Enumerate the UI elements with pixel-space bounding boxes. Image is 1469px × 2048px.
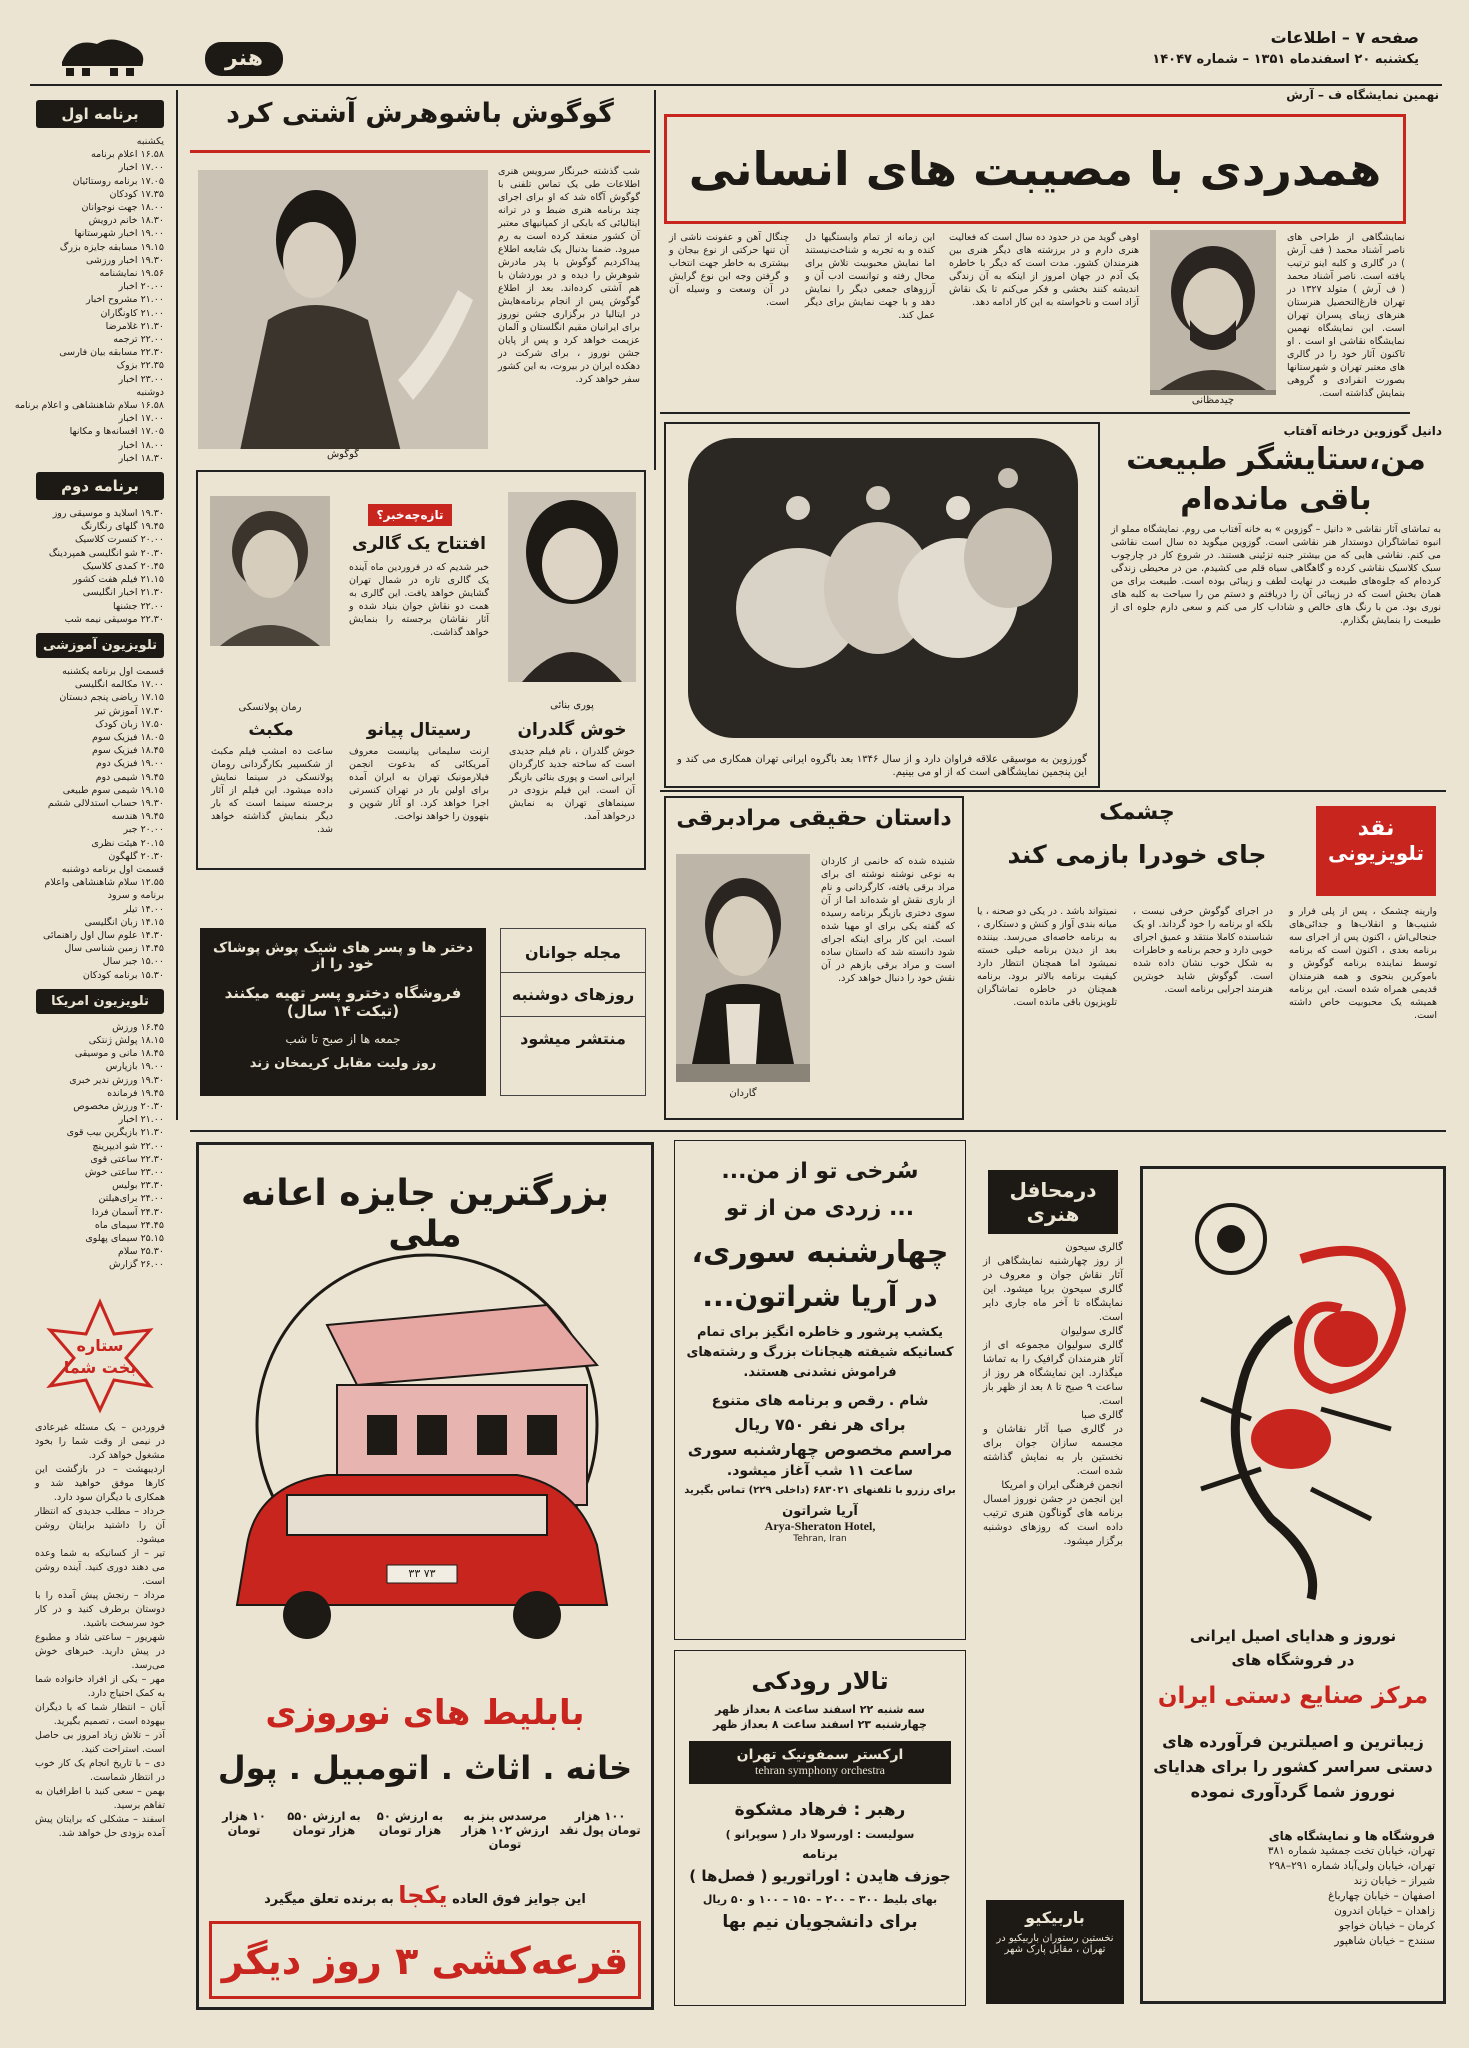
- rudaki-ad: [674, 1650, 966, 2006]
- horoscope: [30, 1300, 170, 2000]
- date-line: یکشنبه ۲۰ اسفندماه ۱۳۵۱ – شماره ۱۴۰۴۷: [1152, 52, 1419, 67]
- rudaki-title: تالار رودکی: [751, 1667, 889, 1695]
- man-portrait-icon: [1150, 230, 1276, 390]
- addr-3: شیراز – خیابان زند: [1353, 1875, 1435, 1887]
- schedule-item: دوشنبه: [136, 386, 164, 398]
- page-label: صفحه ۷ – اطلاعات: [1270, 28, 1419, 47]
- addr-title: فروشگاه ها و نمایشگاه های: [1268, 1829, 1435, 1843]
- horoscope-item: آبان – انتظار شما که با دیگران بیهوده است ، تصمیم بگیرید.: [35, 1702, 165, 1727]
- schedule-item: ۲۱.۱۵ فیلم هفت کشور: [72, 574, 164, 586]
- schedule-item: ۱۷.۰۵ افسانه‌ها و مکانها: [69, 426, 164, 438]
- schedule-item: ۱۸.۴۵ مانی و موسیقی: [74, 1048, 164, 1060]
- googoosh-body: شب گذشته خبرنگار سرویس هنری اطلاعات طی یک تماس تلفنی با گوگوش آگاه شد که او برای اجرای چند برنامه هنری ضبط و در ترانه ایتالیائی که بایکی از کمپانیهای معتبر آن کشور منعقد کرده است به رم میرود. ضمنا بدنبال یک شایعه اطلاع پیداکردیم گوگوش با پدر مادرش شوهرش را دیده و در بوردشان با هم آشتی کرده‌اند. بعد از اطلاع گوگوش پس از انجام برنامه‌هایش در ایتالیا در برگزاری جشن نوروز برای ایرانیان مقیم انگلستان و آلمان عزیمت خواهد کرد و پس از پایان جشن نوروز ، برای شرکت در دهکده ایران در بیروت، به این کشور سفر خواهد کرد.: [498, 166, 640, 385]
- news-kicker: تازه‌چه‌خبر؟: [368, 504, 452, 526]
- addr-7: سنندج – خیابان شاهپور: [1334, 1935, 1435, 1947]
- prize-2: مرسدس بنز به ارزش ۱۰۲ هزار تومان: [461, 1809, 549, 1851]
- mid-body: ارنت سلیمانی پیانیست معروف آمریکائی که بدعوت انجمن فیلارمونیک تهران به ایران آمده برای اولین بار در تهران کنسرتی اجرا خواهد کرد. او آثار شوپن و بتهوون را خواهد نواخت.: [349, 746, 489, 822]
- gallery-body: خبر شدیم که در فروردین ماه آینده یک گالری تازه در شمال تهران گشایش خواهد یافت. این گالری به همت دو نقاش جوان بنیاد شده و آثار نقاشان برجسته را بنمایش خواهد گذاشت.: [349, 562, 489, 638]
- clothing-ad: [200, 928, 486, 1096]
- moradi-body: شنیده شده که خانمی از کاردان به نوعی نوشته نوشته ای برای مراد برقی یافته، کارگردانی و نام از بازی نقش او شده‌اند اما از آن سوی دختری بازیگر برنامه رسیده که گفته یکی برای او مهیا شده است. این کار برای اینکه اجرای شود دانسته شد که داستان ساده است و مراد برقی بازهم در آن نقش خود را دنبال خواهد کرد.: [821, 856, 955, 984]
- horoscope-item: خرداد – مطلب جدیدی که انتظار آن را داشتید برایتان روشن میشود.: [35, 1506, 165, 1545]
- moradi-photo: [676, 854, 810, 1082]
- right-head: خوش گلدران: [517, 720, 627, 740]
- schedule-item: ۱۵.۳۰ برنامه کودکان: [82, 969, 164, 981]
- edu-title: تلویزیون آموزشی: [36, 633, 164, 658]
- prize-3: به ارزش ۵۰ هزار تومان: [376, 1809, 444, 1837]
- mid-head: رسیتال پیانو: [366, 720, 472, 740]
- sheraton-brand-en: Arya-Sheraton Hotel,: [764, 1519, 876, 1533]
- schedule-item: ۲۱.۰۰ کاونگاران: [100, 307, 164, 319]
- star-badge: [40, 1300, 160, 1412]
- schedule-item: ۱۸.۰۰ اخبار: [118, 439, 164, 451]
- schedule-item: ۱۶.۴۵ ورزش: [112, 1021, 164, 1033]
- schedule-item: قسمت اول برنامه یکشنبه: [62, 665, 164, 677]
- rudaki-soloists: سولیست : اورسولا دار ( سوپرانو ): [725, 1828, 915, 1841]
- horoscope-item: اسفند – مشکلی که برایتان پیش آمده بزودی حل خواهد شد.: [35, 1814, 165, 1839]
- schedule-item: قسمت اول برنامه دوشنبه: [61, 863, 164, 875]
- paisley-bird-ornament-icon: [1161, 1189, 1431, 1609]
- sheraton-line5: یکشب پرشور و خاطره انگیز برای تمام کسانیکه شیفته هیجانات بزرگ و رشته‌های فراموش نشدنی هستند.: [686, 1325, 954, 1380]
- chashmak-col2: در اجرای گوگوش حرفی نیست ، بلکه او برنامه را خود گرداند. او یک شناسنده کاملا منتقد و عمیق اجرای خوبی دارد و حجم برنامه و خاطرات به شکل خوب نشان داده شده است. گوگوش شاید خوبترین هنرمند اجرایی برنامه است.: [1133, 906, 1273, 995]
- schedule-item: ۱۶.۵۸ سلام شاهنشاهی و اعلام برنامه: [14, 400, 164, 412]
- addr-4: اصفهان – خیابان چهارباغ: [1328, 1890, 1435, 1902]
- schedule-item: ۱۸.۳۰ اخبار: [118, 452, 164, 464]
- art-listing-item: گالری سولیوان مجموعه ای از آثار هنرمندان گرافیک را به تماشا میگذارد. این نمایشگاه هر روز از ساعت ۹ صبح تا ۸ بعد از ظهر باز است.: [983, 1340, 1123, 1407]
- rudaki-prices: بهای بلیط ۳۰۰ – ۲۰۰ – ۱۵۰ – ۱۰۰ و ۵۰ ریال: [702, 1893, 938, 1906]
- exhibit-headline: همدردی با مصیبت های انسانی: [688, 142, 1382, 196]
- art-listing-item: از روز چهارشنبه نمایشگاهی از آثار نقاش جوان و معروف در گالری سیحون برپا میشود. این نمایشگاه تا آخر ماه جاری دایر است.: [983, 1256, 1123, 1323]
- schedule-item: ۲۶.۰۰ گزارش: [108, 1259, 164, 1271]
- horoscope-item: فروردین – یک مسئله غیرعادی در نیمی از وقت شما را بخود مشغول خواهد کرد.: [35, 1422, 165, 1461]
- sheraton-line1: سُرخی تو از من...: [721, 1159, 919, 1184]
- art-listing-item: گالری سولیوان: [1060, 1326, 1123, 1337]
- schedule-item: ۱۹.۴۵ گلهای رنگارنگ: [81, 521, 164, 533]
- schedule-item: ۲۰.۰۰ جبر: [123, 824, 164, 836]
- schedule-item: ۱۸.۰۵ فیزیک سوم: [91, 731, 164, 743]
- schedule-item: ۲۰.۳۰ شو انگلیسی همپردینگ: [48, 547, 164, 559]
- handicraft-line2: در فروشگاه های: [1231, 1651, 1355, 1669]
- house-and-car-illustration-icon: [217, 1245, 637, 1675]
- pouri-photo: [508, 492, 636, 682]
- addr-1: تهران، خیابان تخت جمشید شماره ۳۸۱: [1267, 1845, 1435, 1857]
- dancers-box: [664, 422, 1100, 788]
- schedule-item: ۲۱.۰۰ مشروح اخبار: [86, 294, 164, 306]
- pouri-caption: پوری بنائی: [550, 700, 594, 711]
- sheraton-line10: برای رزرو با تلفنهای ۶۸۳۰۲۱ (داخلی ۲۲۹) تماس بگیرید: [684, 1485, 956, 1496]
- schedule-item: ۲۱.۰۰ اخبار: [118, 1114, 164, 1126]
- schedule-item: ۱۴.۰۰ تیلر: [123, 903, 164, 915]
- prize-5: ۱۰ هزار تومان: [222, 1809, 266, 1837]
- schedule-item: ۲۰.۱۵ هیئت نظری: [91, 837, 164, 849]
- rudaki-orch-en: tehran symphony orchestra: [755, 1763, 885, 1777]
- schedule-item: ۱۴.۳۰ علوم سال اول راهنمائی: [42, 929, 164, 941]
- horoscope-item: مهر – یکی از افراد خانواده شما به کمک احتیاج دارد.: [35, 1674, 165, 1699]
- rudaki-orchestra: [689, 1741, 951, 1784]
- schedule-item: ۲۰.۰۰ کنسرت کلاسیک: [74, 534, 164, 546]
- right-body: خوش گلدران ، نام فیلم جدیدی است که ساخته جدید کارگردان ایرانی است و پوری بنائی بازیگر آن است. این فیلم بزودی در سینماهای تهران به نمایش درخواهد آمد.: [509, 746, 635, 822]
- edu-list: [30, 662, 170, 985]
- moradi-box: [664, 796, 964, 1120]
- exhibit-photo-caption: چیدمظانی: [1150, 395, 1276, 406]
- badge-line1: نقد: [1357, 816, 1395, 841]
- schedule-item: ۱۹.۳۰ اخبار ورزشی: [86, 254, 164, 266]
- horoscope-item: شهریور – ساعتی شاد و مطبوع در پیش دارید. خبرهای خوش می‌رسد.: [35, 1632, 165, 1671]
- program1-list: [14, 132, 170, 468]
- googoosh-photo: [198, 170, 488, 460]
- clothing-line2: فروشگاه دخترو پسر تهیه میکنند (تیکت ۱۴ سال): [224, 984, 462, 1020]
- exhibit-headline-box: [664, 114, 1406, 224]
- schedule-item: ۱۹.۴۵ هندسه: [111, 811, 164, 823]
- schedule-item: ۲۲.۰۰ جشنها: [113, 600, 164, 612]
- horoscope-item: اردیبهشت – در بازگشت این کارها موفق خواهید شد و همکاری با دیگران سود دارد.: [35, 1464, 165, 1503]
- schedule-item: ۱۹.۴۵ فرمانده: [107, 1087, 164, 1099]
- schedule-item: ۱۸.۱۵ پولش ژنتکی: [88, 1034, 164, 1046]
- googoosh-caption: گوگوش: [198, 449, 488, 460]
- lottery-footer: قرعه‌کشی ۳ روز دیگر: [209, 1921, 641, 1999]
- sheraton-line4: در آریا شراتون...: [702, 1280, 938, 1313]
- chashmak-box: [972, 796, 1446, 1160]
- gorzoin-box: [1106, 422, 1446, 788]
- schedule-item: ۱۷.۱۵ ریاضی پنجم دبستان: [59, 692, 164, 704]
- badge-line2: تلویزیونی: [1328, 841, 1424, 865]
- schedule-item: ۲۲.۳۰ مسابقه بیان فارسی: [59, 347, 164, 359]
- jackpot-line: [199, 1881, 651, 1909]
- schedule-item: ۱۷.۳۰ آموزش تیر: [94, 705, 164, 717]
- exhibit-photo: [1150, 230, 1276, 406]
- us-title: تلویزیون امریکا: [36, 989, 164, 1014]
- schedule-item: ۱۴.۱۵ زبان انگلیسی: [84, 916, 164, 928]
- chashmak-col1: وارینه چشمک ، پس از پلی فرار و شنیب‌ها و انقلاب‌ها و جدائی‌های جنجالی‌اش ، اکنون پس از اجرای سه برنامه بعدی ، اکنون است که برنامه توسط نماینده برنامه گوگوش و باموکرین بنحوی و همه هنرمندان قدیمی همراه شده است. این برنامه همیشه یک محبوبیت خاص داشته است.: [1289, 906, 1437, 1021]
- gorzoin-headline-1: من،ستایشگر طبیعت: [1126, 442, 1426, 477]
- concerts-box: [196, 470, 646, 870]
- schedule-item: ۱۷.۰۰ اخبار: [118, 413, 164, 425]
- rudaki-student: برای دانشجویان نیم بها: [722, 1912, 918, 1932]
- schedule-item: ۲۰.۴۵ کمدی کلاسیک: [82, 560, 164, 572]
- sheraton-brand-fa: آریا شراتون: [782, 1504, 858, 1519]
- art-listing-item: گالری سیحون: [1065, 1242, 1123, 1253]
- schedule-item: برنامه و سرود: [107, 890, 164, 902]
- handicraft-addresses: [1151, 1829, 1435, 1949]
- rudaki-conductor: رهبر : فرهاد مشکوة: [734, 1800, 906, 1820]
- man-portrait-icon: [676, 854, 810, 1064]
- schedule-item: ۲۳.۰۰ اخبار: [118, 373, 164, 385]
- polanski-caption: رمان پولانسکی: [238, 702, 302, 713]
- schedule-item: ۲۲.۳۵ بزوک: [116, 360, 164, 372]
- schedule-item: ۱۲.۵۵ سلام شاهنشاهی واعلام: [44, 877, 164, 889]
- schedule-item: ۲۰.۳۰ ورزش مخصوص: [73, 1101, 164, 1112]
- schedule-item: ۱۵.۰۰ جبر سال: [102, 956, 164, 968]
- horoscope-list: [30, 1418, 170, 1844]
- schedule-item: ۲۵.۱۵ سیمای پهلوی: [85, 1233, 164, 1245]
- lottery-ad: [196, 1142, 654, 2010]
- horoscope-item: تیر – از کسانیکه به شما وعده می دهند دوری کنید. آینده روشن است.: [35, 1548, 165, 1587]
- moradi-caption: گاردان: [729, 1088, 757, 1099]
- schedule-item: ۲۲.۳۰ موسیقی نیمه شب: [64, 613, 164, 625]
- exhibit-col1: نمایشگاهی از طراحی های ناصر آشناد محمد ( فف آرش ) در گالری و کلبه اینو ترتیب یافته است. ناصر آشناد محمد ( ف آرش ) متولد ۱۳۲۷ در تهران فارغ‌التحصیل هنرستان هنرهای زیبای پسران تهران است. این نمایشگاه نهمین نمایشگاه نقاشی او است . او تاکنون آثار خود را در گالری های معتبر تهران و شهرستانها بصورت انفرادی و گروهی بنمایش گذاشته است.: [1287, 232, 1405, 399]
- schedule-item: ۲۳.۳۰ بولیس: [112, 1180, 164, 1192]
- section-badge: هنر: [205, 42, 283, 76]
- prize-1: ۱۰۰ هزار تومان پول نقد: [559, 1809, 641, 1837]
- javanan-line2: روزهای دوشنبه: [501, 973, 645, 1017]
- clothing-line3: جمعه ها از صبح تا شب: [285, 1032, 401, 1046]
- radio-schedule: [14, 96, 170, 1271]
- schedule-item: ۲۳.۰۰ ساعتی خوش: [84, 1167, 164, 1179]
- schedule-item: یکشنبه: [136, 136, 164, 147]
- sheraton-brand-city: Tehran, Iran: [793, 1534, 847, 1544]
- javanan-line3: منتشر میشود: [520, 1029, 626, 1048]
- schedule-item: ۲۴.۴۵ سیمای ماه: [94, 1219, 164, 1231]
- mahafel-title-1: درمحافل: [1009, 1178, 1097, 1202]
- chashmak-headline-2: جای خودرا بازمی کند: [1007, 840, 1267, 869]
- schedule-item: ۱۷.۰۰ مکالمه انگلیسی: [74, 679, 164, 691]
- star-icon: [40, 1300, 160, 1412]
- sheraton-line7: برای هر نفر ۷۵۰ ریال: [734, 1415, 906, 1434]
- horoscope-item: آذر – تلاش زیاد امروز بی حاصل است. استراحت کنید.: [35, 1730, 165, 1755]
- addr-6: کرمان – خیابان خواجو: [1338, 1920, 1435, 1932]
- sheraton-line9: ساعت ۱۱ شب آغاز میشود.: [726, 1463, 914, 1479]
- gorzoin-headline-2: باقی مانده‌ام: [1180, 482, 1372, 517]
- woman-portrait-icon: [198, 170, 488, 460]
- mahafel-title-2: هنری: [1026, 1202, 1080, 1226]
- schedule-item: ۲۲.۳۰ ساعتی قوی: [90, 1153, 164, 1165]
- barbecue-ad: [986, 1900, 1124, 2004]
- sheraton-ad: [674, 1140, 966, 1640]
- schedule-item: ۲۵.۳۰ سلام: [118, 1246, 164, 1258]
- art-listing-item: انجمن فرهنگی ایران و امریکا: [1001, 1480, 1123, 1491]
- rudaki-date1: سه شنبه ۲۲ اسفند ساعت ۸ بعداز ظهر: [715, 1703, 925, 1716]
- schedule-item: ۱۹.۵۶ نمایشنامه: [99, 268, 164, 280]
- masthead-logo: [52, 32, 152, 78]
- schedule-item: ۱۹.۴۵ شیمی دوم: [95, 771, 164, 783]
- horoscope-title-2: بخت شما: [63, 1358, 137, 1377]
- horoscope-item: بهمن – سعی کنید با اطرافیان به تفاهم برسید.: [35, 1786, 165, 1811]
- prize-row: [209, 1809, 641, 1863]
- clothing-line4: روز ولیت مقابل کریمخان زند: [249, 1056, 437, 1071]
- program2-title: برنامه دوم: [36, 472, 164, 500]
- jackpot-word: یکجا: [398, 1881, 448, 1909]
- left-head: مکبث: [248, 720, 294, 740]
- exhibit-col3: این زمانه از تمام وابستگیها دل کنده و به تجربه و شناخت‌نیستند اما نمایش محبوبیت تلاش برای محال رفته و توانست ادب آن و آرزوهای جمعی دیگر را نمایش دهد و با جهت نمایش برای دیگر عمل کند.: [805, 232, 935, 321]
- clothing-line1: دختر ها و پسر های شیک پوش پوشاک خود را از: [212, 940, 474, 972]
- lottery-headline: بزرگترین جایزه اعانه ملی: [240, 1173, 610, 1255]
- us-list: [30, 1018, 170, 1275]
- schedule-item: ۱۹.۰۰ اخبار شهرستانها: [74, 228, 164, 240]
- art-listing-item: این انجمن در جشن نوروز امسال برنامه های گوناگون هنری ترتیب داده است که روزهای دوشنبه برگزار میشود.: [983, 1494, 1123, 1547]
- man-portrait-icon: [210, 496, 330, 646]
- dancers-caption: گورزوین به موسیقی علاقه فراوان دارد و از سال ۱۳۴۶ بعد باگروه ایرانی تهران همکاری می کند و این پنجمین نمایشگاهی است که از او می بینیم.: [677, 754, 1087, 778]
- schedule-item: ۱۷.۰۵ برنامه روستائیان: [72, 175, 164, 187]
- exhibit-kicker: نهمین نمایشگاه ف – آرش: [1286, 88, 1439, 102]
- jackpot-suffix: به برنده تعلق میگیرد: [264, 1892, 394, 1907]
- schedule-item: ۱۹.۱۵ شیمی سوم طبیعی: [62, 784, 164, 796]
- schedule-item: ۲۴.۰۰ برای‌هیلتن: [98, 1193, 164, 1205]
- schedule-item: ۱۸.۴۵ فیزیک سوم: [91, 745, 164, 757]
- schedule-item: ۲۲.۰۰ شو ادیپرینچ: [92, 1140, 164, 1152]
- handicraft-line1: نوروز و هدایای اصیل ایرانی: [1189, 1627, 1397, 1645]
- chashmak-col3: نمیتواند باشد . در یکی دو صحنه ، یا میانه بندی آواز و کنش و دستکاری ، به برنامه خاصه‌ای می‌رسد. بیننده بعد از دیدن برنامه خیلی خسته نمیشود اما همچنان انتظار دارد کیفیت برنامه بالاتر برود. برنامه همچنان در خاطره تماشاگران تلویزیون باقی مانده است.: [977, 906, 1117, 1008]
- schedule-item: ۲۱.۳۰ اخبار انگلیسی: [82, 587, 164, 599]
- art-listing-item: گالری صبا: [1081, 1410, 1123, 1421]
- gallery-head: افتتاح یک گالری: [352, 534, 486, 554]
- tv-critique-badge: [1316, 806, 1436, 896]
- rudaki-program: برنامه: [802, 1847, 838, 1861]
- mahafel-list: [978, 1238, 1128, 1552]
- lottery-prizes: خانه . اثاث . اتومبیل . پول: [217, 1749, 633, 1787]
- schedule-item: ۱۹.۳۰ حساب استدلالی ششم: [47, 797, 164, 809]
- schedule-item: ۱۴.۴۵ زمین شناسی سال: [64, 943, 164, 955]
- chashmak-headline-1: چشمک: [1099, 800, 1175, 825]
- schedule-item: ۱۸.۳۰ خانم درویش: [88, 215, 164, 227]
- gorzoin-body: به تماشای آثار نقاشی « دانیل – گوزوین » به خانه آفتاب می روم. نمایشگاه مملو از انبوه تماشاگران دوستدار هنر نقاشی است. گوزوین میگوید ده سال است نقاشی می کنم. نقاشی هایی که من بیشتر جنبه تزئینی هستند. در شروع کار در چارچوب سبک کلاسیک نقاشی کرده و گاهگاهی سیاه قلم می کشیدم. من در محیطی زندگی کرده‌ام که جلوه‌های طبیعت در نهایت لطف و زیبائی بوده است. طبیعت برای من همان بخش است که در زیبائی آن را دریافتم و دستم من را سیاحت به کلبه های نوری بود. من با رنگ های خالص و شاداب کار می کنم و سعی دارم جلوه ای از طبیعت را بنمایش بگذارم.: [1111, 524, 1441, 626]
- left-body: ساعت ده امشب فیلم مکبث از شکسپیر بکارگردانی رومان پولانسکی در سینما نمایش داده میشود. این فیلم از آثار برجسته سینما است که بار دیگر بنمایش گذاشته خواهد شد.: [211, 746, 333, 835]
- sheraton-brand: [675, 1496, 965, 1544]
- mahafel-title: [988, 1170, 1118, 1234]
- woman-portrait-icon: [508, 492, 636, 682]
- handicraft-line3: زیباترین و اصیلترین فرآورده های دستی سراسر کشور را برای هدایای نوروز شما گردآوری نموده: [1153, 1732, 1433, 1801]
- program1-title: برنامه اول: [36, 100, 164, 128]
- handicraft-ad: [1140, 1166, 1446, 2004]
- exhibit-col2: اوهی گوید من در حدود ده سال است که فعالیت هنری دارم و در برزشته های دیگر هنری بین هنرمندان کشور. مدت است که دیگر با خاطره یک آدم در جهان امروز از اینکه به آن زندگی اندیشه کنند بخشی و فکر می‌کنم تا یک نقاش آزاد است و ناخواسته به این کار ادامه دهد.: [949, 232, 1139, 308]
- sheraton-line2: ... زردی من از تو: [725, 1196, 915, 1221]
- jackpot-prefix: این جوایز فوق العاده: [452, 1892, 586, 1907]
- exhibit-col4: چنگال آهن و عفونت ناشی از آن تنها حرکتی از نوع بیجان و بیشتری به خاطر جهت انتخاب و گرفتن وجه این نوع گرایش در آن وسعت و وسیله آن است.: [669, 232, 789, 308]
- sheraton-line3: چهارشنبه سوری،: [691, 1235, 949, 1270]
- schedule-item: ۱۷.۰۰ اخبار: [118, 162, 164, 174]
- lion-sun-emblem-icon: [52, 32, 152, 78]
- rudaki-orch-fa: ارکستر سمفونیک تهران: [736, 1747, 904, 1763]
- lottery-banner: بابلیط های نوروزی: [265, 1693, 585, 1733]
- program2-list: [30, 504, 170, 629]
- schedule-item: ۱۹.۰۰ فیزیک دوم: [96, 758, 164, 770]
- mahafel-box: [978, 1166, 1128, 1906]
- schedule-item: ۱۹.۳۰ ورزش ندیر خبری: [69, 1074, 164, 1086]
- schedule-item: ۲۰.۰۰ اخبار: [118, 281, 164, 293]
- schedule-item: ۲۰.۳۰ گلهگون: [108, 850, 164, 862]
- ballet-dancers-painting-icon: [688, 438, 1078, 738]
- horoscope-item: مرداد – رنجش پیش آمده را با دوستان برطرف کنید و در کار خود سرسخت باشید.: [35, 1590, 165, 1629]
- barbecue-body: نخستین رستوران باربیکیو در تهران ، مقابل پارک شهر: [996, 1933, 1114, 1955]
- schedule-item: ۱۷.۳۵ کودکان: [109, 188, 164, 200]
- schedule-item: ۱۶.۵۸ اعلام برنامه: [91, 149, 164, 161]
- sheraton-line6: شام . رقص و برنامه های متنوع: [711, 1393, 929, 1409]
- barbecue-title: باربیکیو: [1025, 1908, 1085, 1927]
- polanski-photo: [210, 496, 330, 646]
- prize-4: به ارزش ۵۵۰ هزار تومان: [287, 1809, 361, 1837]
- rudaki-date2: چهارشنبه ۲۳ اسفند ساعت ۸ بعداز ظهر: [713, 1718, 927, 1731]
- schedule-item: ۲۴.۳۰ آسمان فردا: [91, 1206, 164, 1218]
- art-listing-item: در گالری صبا آثار نقاشان و مجسمه سازان جوان برای نخستین بار به نمایش گذاشته شده است.: [983, 1424, 1123, 1477]
- addr-2: تهران، خیابان ولی‌آباد شماره ۲۹۱–۲۹۸: [1268, 1860, 1435, 1872]
- schedule-item: ۱۹.۱۵ مسابقه جایزه بزرگ: [59, 241, 164, 253]
- schedule-item: ۱۹.۳۰ اسلاید و موسیقی روز: [52, 508, 164, 520]
- gorzoin-kicker: دانیل گوزوین درخانه آفتاب: [1283, 424, 1442, 438]
- horoscope-title-1: ستاره: [76, 1336, 124, 1355]
- googoosh-headline: گوگوش باشوهرش آشتی کرد: [226, 98, 614, 129]
- schedule-item: ۲۲.۰۰ ترجمه: [113, 334, 164, 346]
- schedule-item: ۲۱.۳۰ غلامرضا: [105, 320, 164, 332]
- schedule-item: ۱۹.۰۰ بازپارس: [105, 1061, 164, 1073]
- schedule-item: ۱۷.۵۰ زبان کودک: [95, 718, 164, 730]
- schedule-item: ۱۸.۰۰ جهت نوجوانان: [81, 202, 164, 214]
- car-plate: ۷۳ ۳۳: [408, 1567, 436, 1580]
- schedule-item: ۲۱.۳۰ بازیگرین بیب قوی: [66, 1127, 164, 1139]
- handicraft-brand: مرکز صنایع دستی ایران: [1157, 1683, 1429, 1709]
- sheraton-line8: مراسم مخصوص چهارشنبه سوری: [687, 1440, 953, 1459]
- rudaki-piece: جوزف هایدن : اوراتوریو ( فصل‌ها ): [689, 1867, 951, 1885]
- addr-5: زاهدان – خیابان اندرون: [1334, 1905, 1435, 1917]
- moradi-headline: داستان حقیقی مرادبرقی: [676, 806, 952, 831]
- horoscope-item: دی – با تاریخ انجام یک کار خوب در انتظار شماست.: [35, 1758, 165, 1783]
- javanan-box: [500, 928, 646, 1096]
- javanan-line1: مجله جوانان: [501, 929, 645, 973]
